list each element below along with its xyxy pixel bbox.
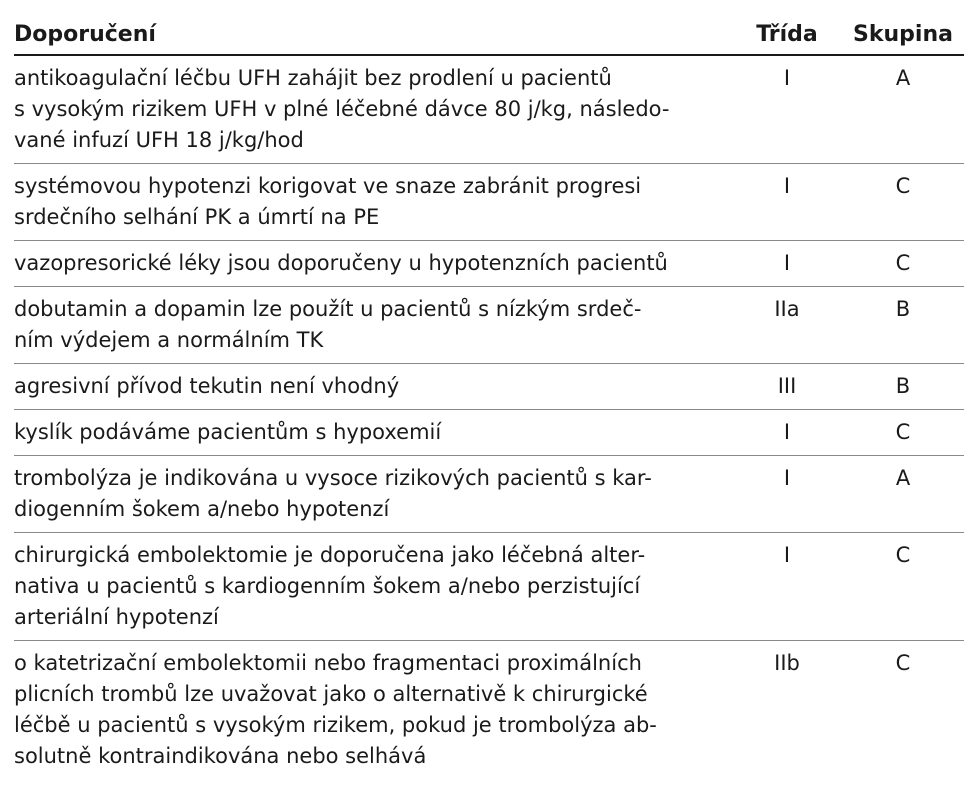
class-value: I: [783, 543, 791, 567]
recommendation-text: dobutamin a dopamin lze použít u pacientů s nízkým srdeč- ním výdejem a normálním TK: [14, 297, 642, 352]
recommendation-text: o katetrizační embolektomii nebo fragmentaci proximálních plicních trombů lze uvažovat jako o alternativě k chirurgické léčbě u pacientů s vysokým rizikem, pokud je trombolýza ab- solutně kontraindikována nebo selhává: [14, 651, 657, 768]
recommendation-text: chirurgická embolektomie je doporučena jako léčebná alter- nativa u pacientů s kardiogenním šokem a/nebo perzistující arteriální hypotenzí: [14, 543, 646, 629]
table-header-row: [14, 0, 964, 56]
group-value: C: [895, 251, 911, 275]
class-value: I: [783, 174, 791, 198]
table-row: [14, 241, 964, 287]
group-value: B: [895, 374, 911, 398]
group-value: C: [895, 174, 911, 198]
class-value: IIa: [774, 297, 800, 321]
group-value: C: [895, 651, 911, 675]
recommendation-text: antikoagulační léčbu UFH zahájit bez prodlení u pacientů s vysokým rizikem UFH v plné léčebné dávce 80 j/kg, následo- vané infuzí UFH 18 j/kg/hod: [14, 66, 670, 152]
header-group: Skupina: [853, 21, 953, 47]
recommendation-text: systémovou hypotenzi korigovat ve snaze zabránit progresi srdečního selhání PK a úmrtí na PE: [14, 174, 642, 229]
table-row: [14, 364, 964, 410]
table-row: [14, 456, 964, 533]
table-row: [14, 533, 964, 641]
recommendation-text: vazopresorické léky jsou doporučeny u hypotenzních pacientů: [14, 251, 668, 275]
class-value: I: [783, 251, 791, 275]
group-value: C: [895, 543, 911, 567]
table-row: [14, 287, 964, 364]
class-value: I: [783, 66, 791, 90]
group-value: B: [895, 297, 911, 321]
recommendation-text: agresivní přívod tekutin není vhodný: [14, 374, 400, 398]
table-row: [14, 410, 964, 456]
group-value: A: [895, 66, 911, 90]
recommendation-text: kyslík podáváme pacientům s hypoxemií: [14, 420, 442, 444]
recommendation-text: trombolýza je indikována u vysoce rizikových pacientů s kar- diogenním šokem a/nebo hypotenzí: [14, 466, 652, 521]
table-row: [14, 164, 964, 241]
table-row: [14, 56, 964, 164]
header-class: Třída: [756, 21, 818, 47]
group-value: C: [895, 420, 911, 444]
class-value: III: [777, 374, 797, 398]
class-value: I: [783, 466, 791, 490]
recommendations-table: [14, 0, 964, 779]
class-value: I: [783, 420, 791, 444]
table-row: [14, 641, 964, 779]
group-value: A: [895, 466, 911, 490]
header-recommendation: Doporučení: [14, 21, 156, 47]
class-value: IIb: [774, 651, 800, 675]
